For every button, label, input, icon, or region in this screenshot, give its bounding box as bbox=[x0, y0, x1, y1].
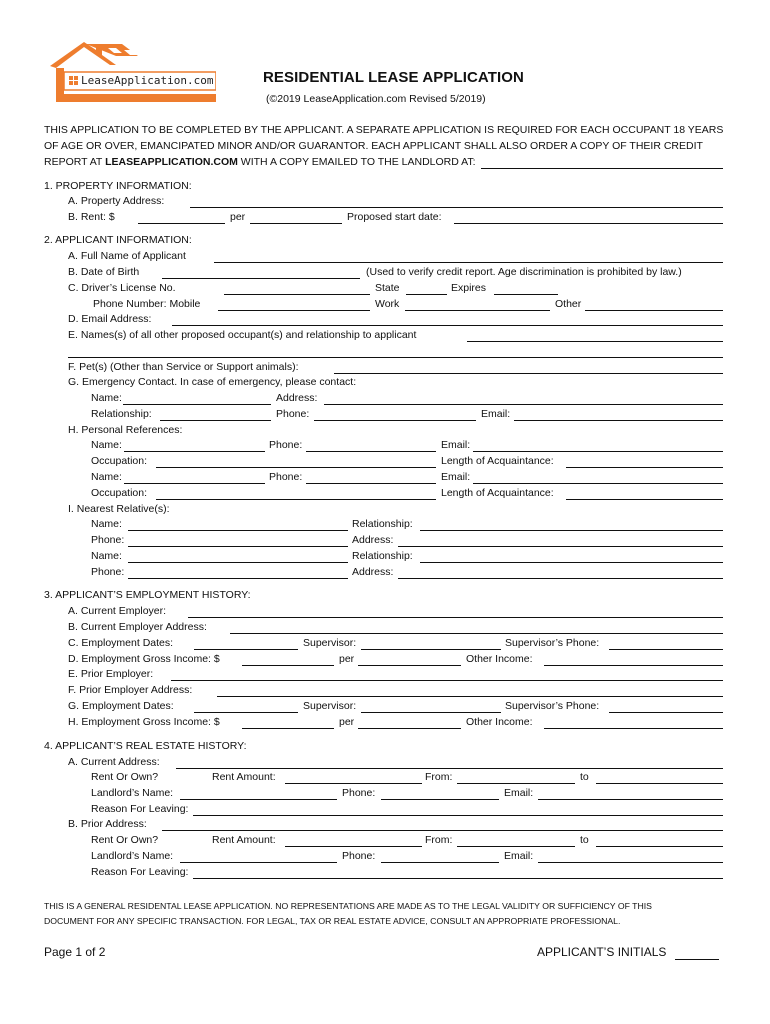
email-field[interactable] bbox=[172, 313, 723, 326]
emergency-address-label: Address: bbox=[276, 392, 318, 404]
ref1-email-field[interactable] bbox=[473, 439, 723, 452]
start-date-field[interactable] bbox=[454, 211, 723, 224]
phone-other-label: Other bbox=[555, 298, 582, 310]
ref1-occupation-field[interactable] bbox=[156, 455, 436, 468]
rel1-address-field[interactable] bbox=[398, 534, 723, 547]
ref2-phone-label: Phone: bbox=[269, 471, 303, 483]
full-name-label: A. Full Name of Applicant bbox=[68, 250, 186, 262]
ref2-occupation-field[interactable] bbox=[156, 487, 436, 500]
section-4-heading: 4. APPLICANT’S REAL ESTATE HISTORY: bbox=[44, 740, 247, 752]
gross-income-field[interactable] bbox=[242, 653, 334, 666]
current-from-label: From: bbox=[425, 771, 453, 783]
supervisor-phone-field[interactable] bbox=[609, 637, 723, 650]
current-rent-amount-label: Rent Amount: bbox=[212, 771, 276, 783]
other-income-label: Other Income: bbox=[466, 653, 533, 665]
rel1-address-label: Address: bbox=[352, 534, 394, 546]
emergency-email-label: Email: bbox=[481, 408, 511, 420]
prior-gross-income-field[interactable] bbox=[242, 716, 334, 729]
ref1-name-label: Name: bbox=[91, 439, 122, 451]
prior-address-field[interactable] bbox=[162, 818, 723, 831]
ref1-phone-field[interactable] bbox=[306, 439, 436, 452]
emergency-relationship-label: Relationship: bbox=[91, 408, 152, 420]
supervisor-label: Supervisor: bbox=[303, 637, 357, 649]
current-rent-or-own-label: Rent Or Own? bbox=[91, 771, 159, 783]
license-expires-label: Expires bbox=[451, 282, 487, 294]
prior-other-income-label: Other Income: bbox=[466, 716, 533, 728]
phone-work-label: Work bbox=[375, 298, 400, 310]
dob-field[interactable] bbox=[162, 266, 360, 279]
emergency-name-label: Name: bbox=[91, 392, 122, 404]
phone-mobile-label: Phone Number: Mobile bbox=[93, 298, 201, 310]
prior-supervisor-phone-label: Supervisor’s Phone: bbox=[505, 700, 600, 712]
ref1-phone-label: Phone: bbox=[269, 439, 303, 451]
gross-income-per-label: per bbox=[339, 653, 355, 665]
relatives-label: I. Nearest Relative(s): bbox=[68, 503, 170, 515]
prior-employer-label: E. Prior Employer: bbox=[68, 668, 154, 680]
occupants-field-line-2[interactable] bbox=[68, 345, 723, 358]
prior-landlord-phone-field[interactable] bbox=[381, 850, 499, 863]
occupants-field[interactable] bbox=[467, 329, 723, 342]
gross-income-label: D. Employment Gross Income: $ bbox=[68, 653, 220, 665]
page-subtitle: (©2019 LeaseApplication.com Revised 5/2019) bbox=[266, 93, 486, 105]
prior-employer-field[interactable] bbox=[171, 668, 723, 681]
emergency-email-field[interactable] bbox=[514, 408, 723, 421]
property-address-field[interactable] bbox=[190, 195, 723, 208]
rel2-phone-field[interactable] bbox=[128, 566, 348, 579]
rent-label: B. Rent: $ bbox=[68, 211, 115, 223]
prior-landlord-field[interactable] bbox=[180, 850, 337, 863]
intro-line-3: REPORT AT LEASEAPPLICATION.COM WITH A COPY EMAILED TO THE LANDLORD AT: bbox=[44, 156, 476, 168]
current-employer-address-field[interactable] bbox=[230, 621, 723, 634]
prior-other-income-field[interactable] bbox=[544, 716, 723, 729]
supervisor-field[interactable] bbox=[361, 637, 501, 650]
current-to-label: to bbox=[580, 771, 589, 783]
disclaimer-line-1: THIS IS A GENERAL RESIDENTAL LEASE APPLICATION. NO REPRESENTATIONS ARE MADE AS TO THE LEGAL VALIDITY OR SUFFICIENCY OF THIS bbox=[44, 901, 652, 911]
initials-field[interactable] bbox=[675, 945, 719, 960]
rel1-name-field[interactable] bbox=[128, 518, 348, 531]
logo-text: LeaseApplication.com bbox=[81, 74, 214, 87]
ref2-email-field[interactable] bbox=[473, 471, 723, 484]
prior-gross-income-period-field[interactable] bbox=[358, 716, 461, 729]
current-landlord-email-label: Email: bbox=[504, 787, 534, 799]
prior-reason-field[interactable] bbox=[193, 866, 723, 879]
license-state-field[interactable] bbox=[406, 282, 447, 295]
pets-label: F. Pet(s) (Other than Service or Support animals): bbox=[68, 361, 299, 373]
emergency-contact-label: G. Emergency Contact. In case of emergency, please contact: bbox=[68, 376, 357, 388]
ref1-email-label: Email: bbox=[441, 439, 471, 451]
current-rent-amount-field[interactable] bbox=[285, 771, 422, 784]
company-logo bbox=[46, 38, 216, 104]
rel2-address-label: Address: bbox=[352, 566, 394, 578]
current-reason-label: Reason For Leaving: bbox=[91, 803, 189, 815]
prior-employment-dates-field[interactable] bbox=[194, 700, 298, 713]
ref2-email-label: Email: bbox=[441, 471, 471, 483]
property-address-label: A. Property Address: bbox=[68, 195, 165, 207]
ref2-occupation-label: Occupation: bbox=[91, 487, 148, 499]
full-name-field[interactable] bbox=[214, 250, 723, 263]
ref1-name-field[interactable] bbox=[124, 439, 265, 452]
prior-employment-dates-label: G. Employment Dates: bbox=[68, 700, 174, 712]
current-employer-field[interactable] bbox=[188, 605, 723, 618]
rent-period-field[interactable] bbox=[250, 211, 342, 224]
occupants-label: E. Names(s) of all other proposed occupant(s) and relationship to applicant bbox=[68, 329, 417, 341]
license-field[interactable] bbox=[224, 282, 370, 295]
disclaimer-line-2: DOCUMENT FOR ANY SPECIFIC TRANSACTION. FOR LEGAL, TAX OR REAL ESTATE ADVICE, CONSULT AN APPROPRIATE PROFESSIONAL. bbox=[44, 916, 621, 926]
ref2-length-field[interactable] bbox=[566, 487, 723, 500]
current-address-label: A. Current Address: bbox=[68, 756, 160, 768]
supervisor-phone-label: Supervisor’s Phone: bbox=[505, 637, 600, 649]
rent-amount-field[interactable] bbox=[138, 211, 225, 224]
prior-supervisor-field[interactable] bbox=[361, 700, 501, 713]
current-from-field[interactable] bbox=[457, 771, 575, 784]
phone-work-field[interactable] bbox=[405, 298, 550, 311]
rel1-relationship-field[interactable] bbox=[420, 518, 723, 531]
prior-landlord-email-field[interactable] bbox=[538, 850, 723, 863]
current-reason-field[interactable] bbox=[193, 803, 723, 816]
current-landlord-phone-label: Phone: bbox=[342, 787, 376, 799]
gross-income-period-field[interactable] bbox=[358, 653, 461, 666]
other-income-field[interactable] bbox=[544, 653, 723, 666]
prior-reason-label: Reason For Leaving: bbox=[91, 866, 189, 878]
rel2-name-label: Name: bbox=[91, 550, 122, 562]
employment-dates-field[interactable] bbox=[194, 637, 298, 650]
rel2-address-field[interactable] bbox=[398, 566, 723, 579]
ref1-length-label: Length of Acquaintance: bbox=[441, 455, 554, 467]
prior-supervisor-phone-field[interactable] bbox=[609, 700, 723, 713]
prior-rent-amount-field[interactable] bbox=[285, 834, 422, 847]
prior-rent-amount-label: Rent Amount: bbox=[212, 834, 276, 846]
prior-from-field[interactable] bbox=[457, 834, 575, 847]
prior-employer-address-label: F. Prior Employer Address: bbox=[68, 684, 193, 696]
rel1-relationship-label: Relationship: bbox=[352, 518, 413, 530]
rel2-relationship-field[interactable] bbox=[420, 550, 723, 563]
current-employer-address-label: B. Current Employer Address: bbox=[68, 621, 207, 633]
ref1-occupation-label: Occupation: bbox=[91, 455, 148, 467]
rel2-relationship-label: Relationship: bbox=[352, 550, 413, 562]
employment-dates-label: C. Employment Dates: bbox=[68, 637, 174, 649]
current-landlord-phone-field[interactable] bbox=[381, 787, 499, 800]
section-1-heading: 1. PROPERTY INFORMATION: bbox=[44, 180, 192, 192]
rel1-phone-field[interactable] bbox=[128, 534, 348, 547]
intro-line-1: THIS APPLICATION TO BE COMPLETED BY THE APPLICANT. A SEPARATE APPLICATION IS REQUIRED FOR EACH OCCUPANT 18 YEARS bbox=[44, 124, 724, 136]
ref2-phone-field[interactable] bbox=[306, 471, 436, 484]
prior-landlord-label: Landlord’s Name: bbox=[91, 850, 174, 862]
prior-gross-income-per-label: per bbox=[339, 716, 355, 728]
prior-gross-income-label: H. Employment Gross Income: $ bbox=[68, 716, 220, 728]
start-date-label: Proposed start date: bbox=[347, 211, 442, 223]
house-logo-icon bbox=[46, 38, 216, 104]
page-number: Page 1 of 2 bbox=[44, 945, 106, 959]
website-link[interactable]: LEASEAPPLICATION.COM bbox=[105, 156, 238, 168]
emergency-phone-field[interactable] bbox=[314, 408, 476, 421]
current-landlord-label: Landlord’s Name: bbox=[91, 787, 174, 799]
prior-to-label: to bbox=[580, 834, 589, 846]
page-title: RESIDENTIAL LEASE APPLICATION bbox=[263, 69, 524, 86]
pets-field[interactable] bbox=[334, 361, 723, 374]
ref1-length-field[interactable] bbox=[566, 455, 723, 468]
rent-per-label: per bbox=[230, 211, 246, 223]
prior-landlord-email-label: Email: bbox=[504, 850, 534, 862]
intro-line-2: OF AGE OR OVER, EMANCIPATED MINOR AND/OR GUARANTOR. EACH APPLICANT SHALL ALSO ORDER A COPY OF THEIR CREDIT bbox=[44, 140, 703, 152]
license-expires-field[interactable] bbox=[494, 282, 558, 295]
rel2-name-field[interactable] bbox=[128, 550, 348, 563]
license-state-label: State bbox=[375, 282, 400, 294]
rel2-phone-label: Phone: bbox=[91, 566, 125, 578]
prior-to-field[interactable] bbox=[596, 834, 723, 847]
rel1-name-label: Name: bbox=[91, 518, 122, 530]
prior-rent-or-own-label: Rent Or Own? bbox=[91, 834, 159, 846]
license-label: C. Driver’s License No. bbox=[68, 282, 176, 294]
rel1-phone-label: Phone: bbox=[91, 534, 125, 546]
emergency-address-field[interactable] bbox=[324, 392, 723, 405]
emergency-relationship-field[interactable] bbox=[160, 408, 271, 421]
emergency-name-field[interactable] bbox=[123, 392, 271, 405]
initials-label: APPLICANT’S INITIALS bbox=[537, 945, 667, 959]
ref2-name-field[interactable] bbox=[124, 471, 265, 484]
current-landlord-email-field[interactable] bbox=[538, 787, 723, 800]
ref2-length-label: Length of Acquaintance: bbox=[441, 487, 554, 499]
email-label: D. Email Address: bbox=[68, 313, 152, 325]
phone-other-field[interactable] bbox=[585, 298, 723, 311]
dob-note: (Used to verify credit report. Age discrimination is prohibited by law.) bbox=[366, 266, 682, 278]
dob-label: B. Date of Birth bbox=[68, 266, 140, 278]
current-to-field[interactable] bbox=[596, 771, 723, 784]
phone-mobile-field[interactable] bbox=[218, 298, 370, 311]
references-label: H. Personal References: bbox=[68, 424, 183, 436]
current-address-field[interactable] bbox=[176, 756, 723, 769]
current-employer-label: A. Current Employer: bbox=[68, 605, 167, 617]
prior-address-label: B. Prior Address: bbox=[68, 818, 147, 830]
section-2-heading: 2. APPLICANT INFORMATION: bbox=[44, 234, 192, 246]
prior-landlord-phone-label: Phone: bbox=[342, 850, 376, 862]
emergency-phone-label: Phone: bbox=[276, 408, 310, 420]
current-landlord-field[interactable] bbox=[180, 787, 337, 800]
prior-supervisor-label: Supervisor: bbox=[303, 700, 357, 712]
section-3-heading: 3. APPLICANT’S EMPLOYMENT HISTORY: bbox=[44, 589, 251, 601]
prior-from-label: From: bbox=[425, 834, 453, 846]
prior-employer-address-field[interactable] bbox=[217, 684, 723, 697]
landlord-email-field[interactable] bbox=[481, 156, 723, 169]
ref2-name-label: Name: bbox=[91, 471, 122, 483]
